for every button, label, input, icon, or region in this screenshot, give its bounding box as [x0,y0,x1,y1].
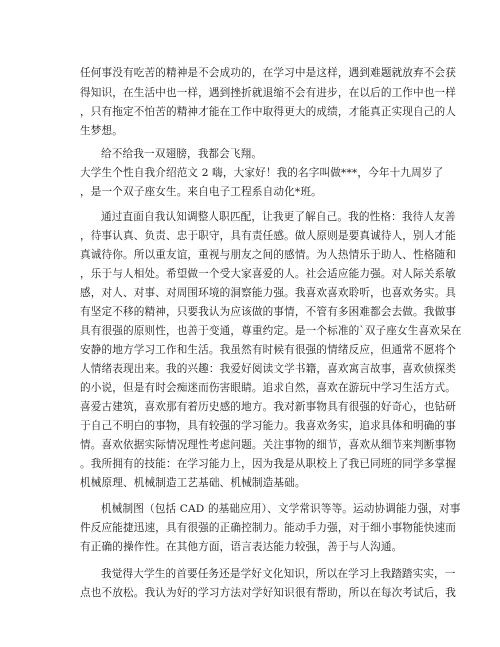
text-line: 件反应能捷迅速，具有很强的正确控制力。能动手力强，对于细小事物能快速而 [80,522,457,534]
text-line: 安静的地方学习工作和生活。我虽然有时候有很强的情绪反应，但通常不愿将个 [80,344,457,356]
text-line: ，乐于与人相处。希望做一个受大家喜爱的人。社会适应能力强。对人际关系敏 [80,268,457,280]
text-line: ，是一个双子座女生。来自电子工程系自动化*班。 [80,186,322,198]
text-line: 得知识，在生活中也一样，遇到挫折就退缩不会有进步，在以后的工作中也一样 [80,87,457,99]
text-line: 机械原理、机械制造工艺基础、机械制造基础。 [80,477,306,489]
text-line: 情。喜欢依据实际情况理性考虑问题。关注事物的细节，喜欢从细节来判断事物 [80,439,457,451]
text-line: 通过直面自我认知调整人职匹配，让我更了解自己。我的性格：我待人友善 [101,211,456,223]
text-line: 给不给我一双翅膀，我都会飞翔。 [101,148,263,160]
text-line: 于自己不明白的事物，具有较强的学习能力。我喜欢务实，追求具体和明确的事 [80,420,457,432]
text-line: 生梦想。 [80,125,123,137]
text-line: 我觉得大学生的首要任务还是学好文化知识，所以在学习上我踏踏实实，一 [101,568,456,580]
text-line: 具有很强的原则性，也善于变通，尊重约定。是一个标准的`双子座女生喜欢呆在 [80,325,462,337]
text-line: 感，对人、对事、对周围环境的洞察能力强。我喜欢喜欢聆听，也喜欢务实。具 [80,287,457,299]
text-line: 有正确的操作性。在其他方面，语言表达能力较强，善于与人沟通。 [80,541,403,553]
text-line: 任何事没有吃苦的精神是不会成功的，在学习中是这样，遇到难题就放弃不会获 [80,67,457,79]
text-line: 有坚定不移的精神，只要我认为应该做的事情，不管有多困难都会去做。我做事 [80,306,457,318]
text-line: 真诚待你。所以重友谊，重视与朋友之间的感情。为人热情乐于助人、性格随和 [80,249,457,261]
text-line: 人情绪表现出来。我的兴趣：我爱好阅读文学书籍，喜欢寓言故事，喜欢侦探类 [80,363,457,375]
text-line: ，只有拖定不怕苦的精神才能在工作中取得更大的成绩，才能真正实现自己的人 [80,106,457,118]
text-line: 点也不放松。我认为好的学习方法对学好知识很有帮助，所以在每次考试后，我 [80,587,457,599]
text-line: 喜爱古建筑，喜欢那有着历史感的地方。我对新事物具有很强的好奇心，也钻研 [80,401,457,413]
text-line: 。我所拥有的技能：在学习能力上，因为我是从职校上了我已同班的同学多掌握 [80,458,457,470]
text-line: 机械制图（包括 CAD 的基础应用）、文学常识等等。运动协调能力强，对事 [101,503,461,515]
text-line: 的小说，但是有时会痴迷而伤害眼睛。追求自然，喜欢在游玩中学习生活方式。 [80,382,457,394]
text-line: ，待事认真、负责、忠于职守，具有责任感。做人原则是要真诚待人，别人才能 [80,230,457,242]
text-line: 大学生个性自我介绍范文 2 嗨，大家好！我的名字叫做***，今年十九周岁了 [80,167,444,179]
